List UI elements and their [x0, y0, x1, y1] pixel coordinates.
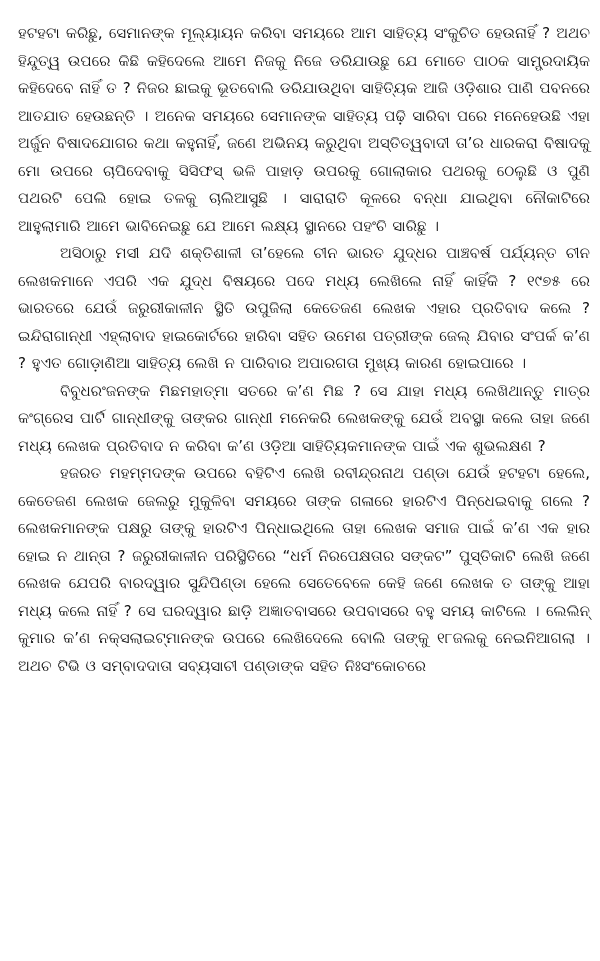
paragraph-2: ଅସିଠାରୁ ମସୀ ଯଦି ଶକ୍ତିଶାଳୀ ତା’ହେଲେ ଚୀନ ଭାରତ ଯୁଦ୍ଧର ପାଞ୍ଚବର୍ଷ ପର୍ଯ୍ୟନ୍ତ ଚୀନ ଲେଖକମାନେ ଏପରି ଏକ ଯୁଦ୍ଧ ବିଷୟରେ ପଦେ ମଧ୍ୟ ଲେଖିଲେ ନାହିଁ କାହିଁକି ? ୧୯୭୫ ରେ ଭାରତରେ ଯେଉଁ ଜରୁରୀକାଳୀନ ସ୍ଥିତି ଉପୁଜିଲା କେତେଜଣ ଲେଖକ ଏହାର ପ୍ରତିବାଦ କଲେ ? ଇନ୍ଦିରାଗାନ୍ଧୀ ଏହ୍ଲାବାଦ ହାଇକୋର୍ଟରେ ହାରିବା ସହିତ ଉମେଶ ପତ୍ରୀଙ୍କ ଜେଲ୍ ଯିବାର ସଂପର୍କ କ’ଣ ? ହୁଏତ ଗୋଡ଼ାଣିଆ ସାହିତ୍ୟ ଲେଖି ନ ପାରିବାର ଅପାରଗତା ମୁଖ୍ୟ କାରଣ ହୋଇପାରେ ।	[18, 244, 590, 372]
paragraph-1: ହଟହଟା କରିଛୁ, ସେମାନଙ୍କ ମୂଲ୍ୟାୟନ କରିବା ସମୟରେ ଆମ ସାହିତ୍ୟ ସଂକୁଚିତ ହେଉନାହିଁ ? ଅଥଚ ହିନ୍ଦୁତ୍ୱ ଉପରେ କିଛି କହିଦେଲେ ଆମେ ନିଜକୁ ନିଜେ ଡରିଯାଉଛୁ ଯେ ମୋତେ ପାଠକ ସାମ୍ପ୍ରଦାୟିକ କହିଦେବେ ନାହିଁ ତ ? ନିଜର ଛାଇକୁ ଭୂତବୋଲି ଡରିଯାଉଥିବା ସାହିତ୍ୟିକ ଆଜି ଓଡ଼ିଶାର ପାଣି ପବନରେ ଆତଯାତ ହେଉଛନ୍ତି । ଅନେକ ସମୟରେ ସେମାନଙ୍କ ସାହିତ୍ୟ ପଢ଼ି ସାରିବା ପରେ ମନେହେଉଛି ଏହା ଅର୍ଜୁନ ବିଷାଦଯୋଗର କଥା କହୁନାହିଁ, ଜଣେ ଅଭିନୟ କରୁଥିବା ଅସ୍ତିତ୍ୱବାଦୀ ତା’ର ଧାରକରା ବିଷାଦକୁ ମୋ ଉପରେ ଚାପିଦେବାକୁ ସିସିଫସ୍ ଭଳି ପାହାଡ଼ ଉପରକୁ ଗୋଲାକାର ପଥରକୁ ଠେଲୁଛି ଓ ପୁଣି ପଥରଟି ପେଲି ହୋଇ ତଳକୁ ଚାଲିଆସୁଛି । ସାରାରାତି କୂଳରେ ବନ୍ଧା ଯାଇଥିବା ନୌକାଟିରେ ଆହୁଲାମାରି ଆମେ ଭାବିନେଇଛୁ ଯେ ଆମେ ଲକ୍ଷ୍ୟ ସ୍ଥାନରେ ପହଂଚି ସାରିଛୁ ।	[18, 24, 590, 235]
paragraph-3: ବିବୁଧରଂଜନଙ୍କ ମିଛମହାତ୍ମା ସତରେ କ’ଣ ମିଛ ? ସେ ଯାହା ମଧ୍ୟ ଲେଖିଥାନ୍ତୁ ମାତ୍ର କଂଗ୍ରେସ ପାର୍ଟି ଗାନ୍ଧୀଙ୍କୁ ତାଙ୍କର ଗାନ୍ଧୀ ମନେକରି ଲେଖକଙ୍କୁ ଯେଉଁ ଅବସ୍ଥା କଲେ ତାହା ଜଣେ ମଧ୍ୟ ଲେଖକ ପ୍ରତିବାଦ ନ କରିବା କ’ଣ ଓଡ଼ିଆ ସାହିତ୍ୟିକମାନଙ୍କ ପାଇଁ ଏକ ଶୁଭଲକ୍ଷଣ ?	[18, 381, 590, 455]
document-page	[18, 20, 590, 950]
paragraph-4: ହଜରତ ମହମ୍ମଦଙ୍କ ଉପରେ ବହିଟିଏ ଲେଖି ରବୀନ୍ଦ୍ରନାଥ ପଣ୍ଡା ଯେଉଁ ହଟହଟା ହେଲେ, କେତେଜଣ ଲେଖକ ଜେଲରୁ ମୁକୁଳିବା ସମୟରେ ତାଙ୍କ ଗଳାରେ ହାରଟିଏ ପିନ୍ଧେଇବାକୁ ଗଲେ ? ଲେଖକମାନଙ୍କ ପକ୍ଷରୁ ତାଙ୍କୁ ହାରଟିଏ ପିନ୍ଧାଇଥିଲେ ତାହା ଲେଖକ ସମାଜ ପାଇଁ କ’ଣ ଏକ ହାର ହୋଇ ନ ଥାନ୍ତା ? ଜରୁରୀକାଳୀନ ପରିସ୍ଥିତିରେ “ଧର୍ମ ନିରପେକ୍ଷତାର ସଙ୍କଟ” ପୁସ୍ତିକାଟି ଲେଖି ଜଣେ ଲେଖକ ଯେପରି ବାରଦ୍ୱାର ସୁନ୍ଦିପିଣ୍ଡା ହେଲେ ସେତେବେଳେ କେହି ଜଣେ ଲେଖକ ତ ତାଙ୍କୁ ଆହା ମଧ୍ୟ କଲେ ନାହିଁ ? ସେ ଘରଦ୍ୱାର ଛାଡ଼ି ଅଜ୍ଞାତବାସରେ ଉପବାସରେ ବହୁ ସମୟ କାଟିଲେ । ଲେଲିନ୍ କୁମାର କ’ଣ ନକ୍ସଲାଇଟ୍ମାନଙ୍କ ଉପରେ ଲେଖିଦେଲେ ବୋଲି ତାଙ୍କୁ ୧୮ଜଲକୁ ନେଇନିଆଗଲା । ଅଥଚ ଟିଭି ଓ ସମ୍ବାଦଦାତା ସବ୍ୟସାଚୀ ପଣ୍ଡାଙ୍କ ସହିତ ନିଃସଂକୋଚରେ	[18, 464, 590, 675]
